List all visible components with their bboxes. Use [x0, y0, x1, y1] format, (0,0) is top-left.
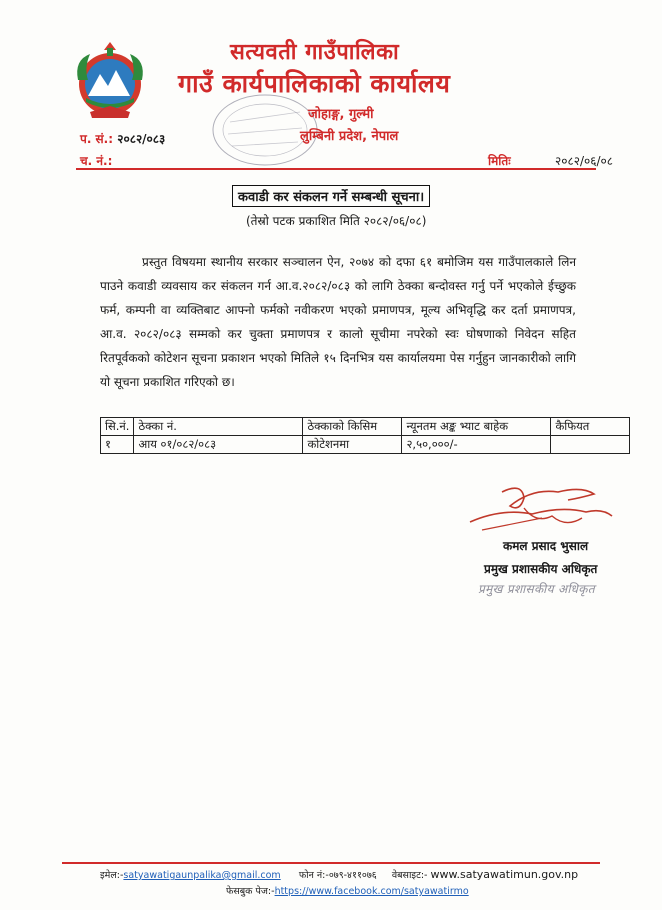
col-serial: सि.नं.: [101, 418, 134, 436]
designation-stamp: प्रमुख प्रशासकीय अधिकृत: [478, 582, 595, 596]
date-label: मितिः: [488, 154, 511, 168]
email-link[interactable]: satyawatigaunpalika@gmail.com: [123, 870, 281, 881]
table-row: [101, 436, 630, 454]
footer-social: [226, 884, 469, 897]
cell-min-amount: २,५०,०००/-: [402, 436, 551, 454]
col-contract-type: ठेक्काको किसिम: [303, 418, 402, 436]
email-label: इमेल:-: [100, 870, 124, 881]
cell-contract-type: कोटेशनमा: [303, 436, 402, 454]
signer-name: कमल प्रसाद भुसाल: [503, 539, 589, 553]
phone-label: फोन नं:-: [298, 870, 329, 881]
header-divider: [76, 168, 596, 170]
cell-remarks: [551, 436, 630, 454]
website-link[interactable]: www.satyawatimun.gov.np: [430, 868, 579, 881]
footer-contact: [100, 868, 578, 881]
notice-subject: कवाडी कर संकलन गर्ने सम्बन्धी सूचना।: [232, 185, 430, 207]
address-line-1: जोहाङ्ग, गुल्मी: [308, 107, 374, 122]
website-label: वेबसाइट:-: [391, 870, 428, 881]
office-title: गाउँ कार्यपालिकाको कार्यालय: [178, 69, 451, 98]
publication-date-note: (तेस्रो पटक प्रकाशित मिति २०८२/०६/०८): [246, 214, 427, 228]
notice-body: प्रस्तुत विषयमा स्थानीय सरकार सञ्चालन ऐन, २०७४ को दफा ६१ बमोजिम यस गाउँपालकाले लिन पाउने कवाडी व्यवसाय कर संकलन गर्न आ.व.२०८२/०८३ को लागि ठेक्का बन्दोवस्त गर्नु पर्ने भएकोले ईच्छुक फर्म, कम्पनी वा व्यक्तिबाट आफ्नो फर्मको नवीकरण भएको प्रमाणपत्र, मूल्य अभिवृद्धि कर दर्ता प्रमाणपत्र, आ.व. २०८२/०८३ सम्मको कर चुक्ता प्रमाणपत्र र कालो सूचीमा नपरेको स्वः घोषणाको निवेदन सहित रितपूर्वकको कोटेशन सूचना प्रकाशन भएको मितिले १५ दिनभित्र यस कार्यालयमा पेस गर्नुहुन जानकारीको लागि यो सूचना प्रकाशित गरिएको छ।: [100, 255, 576, 389]
col-remarks: कैफियत: [551, 418, 630, 436]
table-header-row: [101, 418, 630, 436]
handwritten-signature: [462, 478, 622, 542]
footer-divider: [62, 862, 600, 864]
date-value: २०८२/०६/०८: [555, 154, 614, 168]
contract-table: [100, 417, 630, 454]
signer-designation: प्रमुख प्रशासकीय अधिकृत: [484, 562, 598, 576]
nepal-emblem-logo: [70, 40, 150, 120]
facebook-label: फेसबुक पेज:-: [226, 886, 275, 897]
facebook-link[interactable]: https://www.facebook.com/satyawatirmo: [274, 886, 469, 897]
cell-contract-no: आय ०१/०८२/०८३: [134, 436, 303, 454]
address-line-2: लुम्बिनी प्रदेश, नेपाल: [300, 129, 399, 144]
col-min-amount: न्यूनतम अङ्क भ्याट बाहेक: [402, 418, 551, 436]
reference-number: [80, 130, 165, 147]
phone-number: ०७९-४११०७६: [328, 870, 377, 881]
dispatch-number: च. नं.:: [80, 154, 113, 168]
municipality-title: सत्यवती गाउँपालिका: [230, 40, 400, 65]
col-contract-no: ठेक्का नं.: [134, 418, 303, 436]
cell-serial: १: [101, 436, 134, 454]
ref-value: २०८२/०८३: [117, 132, 166, 146]
ref-label: प. सं.:: [80, 132, 114, 146]
